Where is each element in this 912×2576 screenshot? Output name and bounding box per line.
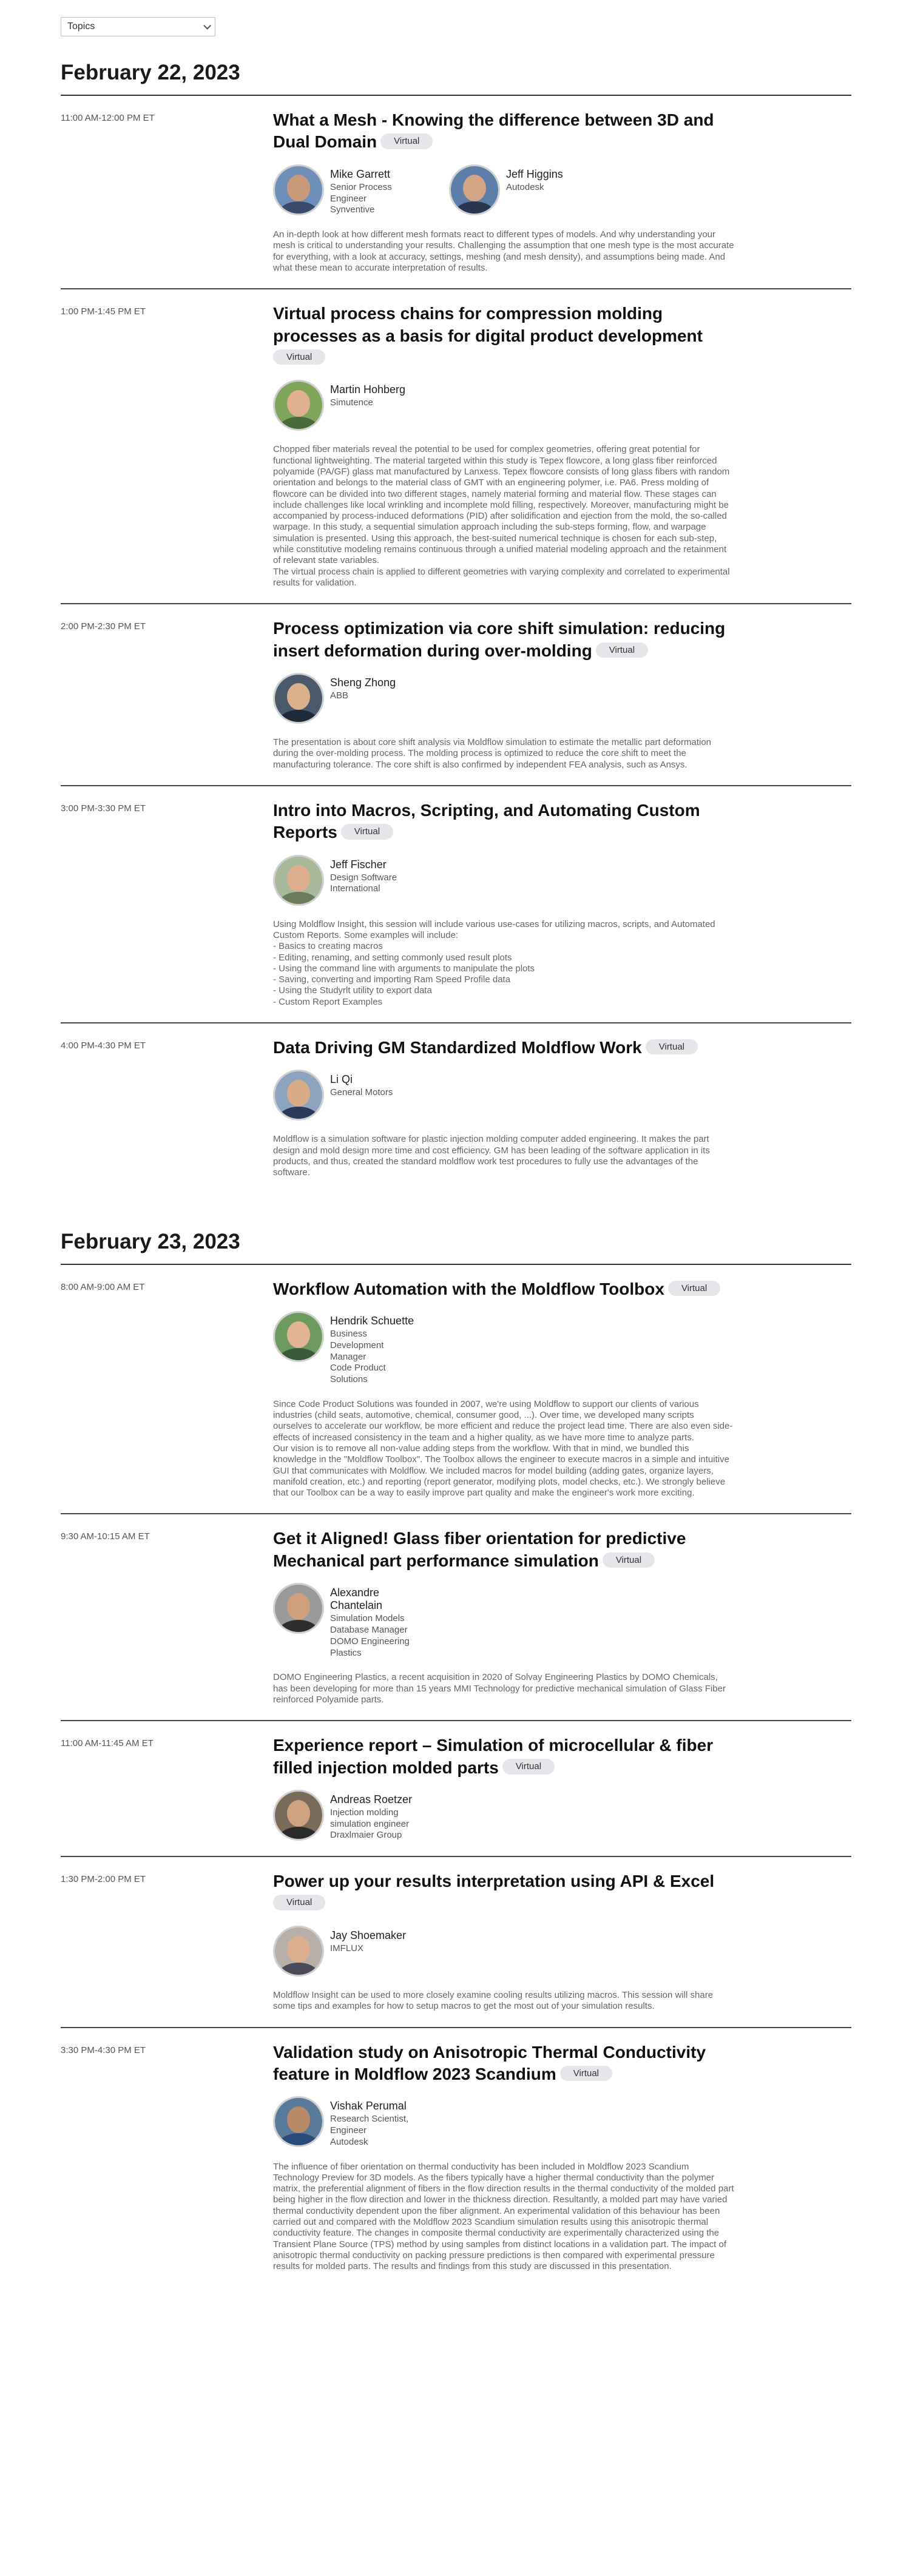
session-time: 1:30 PM-2:00 PM ET: [61, 1874, 146, 1885]
avatar-body-shape: [277, 417, 320, 431]
avatar-body-shape: [277, 201, 320, 215]
topics-filter-label: Topics: [67, 21, 95, 32]
speaker-info: [330, 673, 396, 724]
avatar-head-shape: [287, 390, 310, 417]
session-title-text[interactable]: Get it Aligned! Glass fiber orientation for predictive Mechanical part performance simulation: [273, 1529, 686, 1570]
speaker-avatar: [273, 1583, 324, 1634]
speaker-info: [330, 2096, 408, 2148]
session-description: An in-depth look at how different mesh formats react to different types of models. And why understanding your mesh is critical to understanding your results. Challenging the assumption that one mesh type is the most accurate for everything, with a look at accuracy, settings, meshing (and mesh density), and assumptions being made. And what these mean to accurate interpretation of results.: [273, 229, 734, 273]
session-title[interactable]: [273, 109, 734, 153]
topics-filter-select[interactable]: [61, 17, 215, 36]
virtual-badge: Virtual: [596, 642, 648, 658]
day-title: February 23, 2023: [61, 1230, 851, 1265]
session-content: [273, 1278, 734, 1499]
speaker-avatar: [273, 164, 324, 215]
speaker-list: [273, 1790, 734, 1841]
speaker-name: Hendrik Schuette: [330, 1315, 414, 1327]
avatar-body-shape: [453, 201, 496, 215]
session-content: [273, 1037, 734, 1179]
avatar-head-shape: [287, 175, 310, 201]
virtual-badge: Virtual: [380, 133, 433, 149]
speaker-card[interactable]: [273, 855, 425, 906]
session-title[interactable]: [273, 1528, 734, 1572]
session-time: 9:30 AM-10:15 AM ET: [61, 1531, 150, 1542]
session-row: [61, 786, 851, 1023]
speaker-list: [273, 2096, 734, 2148]
avatar-body-shape: [277, 2133, 320, 2147]
session-content: [273, 1735, 734, 1841]
speaker-card[interactable]: [273, 2096, 425, 2148]
session-row: [61, 604, 851, 786]
avatar-head-shape: [287, 683, 310, 710]
session-title[interactable]: [273, 1870, 734, 1915]
speaker-name: Mike Garrett: [330, 167, 391, 180]
speaker-card[interactable]: [273, 1070, 425, 1121]
avatar-head-shape: [287, 865, 310, 892]
session-title[interactable]: [273, 2042, 734, 2086]
session-row: [61, 2028, 851, 2287]
avatar-body-shape: [277, 892, 320, 906]
session-time: 1:00 PM-1:45 PM ET: [61, 306, 146, 317]
virtual-badge: Virtual: [603, 1553, 655, 1568]
speaker-name: Vishak Perumal: [330, 2100, 407, 2112]
session-title-text[interactable]: Experience report – Simulation of microcellular & fiber filled injection molded parts: [273, 1736, 714, 1777]
chevron-down-icon: [203, 22, 211, 30]
speaker-info: [330, 1926, 406, 1977]
session-time: 2:00 PM-2:30 PM ET: [61, 621, 146, 632]
session-description: Chopped fiber materials reveal the potential to be used for complex geometries, offering great potential for functional lightweighting. The material targeted within this study is Tepex flowcore, a long glass fiber reinforced polyamide (PA/GF) glass mat manufactured by Lanxess. Tepex flowcore consists of long glass fibers with random orientation and belongs to the material class of GMT with an engineering polymer, i.e. PA6. Press molding of flowcore can be divided into two different stages, namely material forming and material flow. These stages can include challenges like local wrinkling and incomplete mold filling, respectively. Moreover, manufacturing might be accompanied by process-induced deformations (PID) after solidification and ejection from the mold, the so-called warpage. In this study, a sequential simulation approach including the sub-steps forming, flow, and warpage simulation is presented. Using this approach, the best-suited numerical technique is chosen for each sub-step, while constitutive modeling remains continuous through a unified material modeling approach and the retainment of relevant state variables. The virtual process chain is applied to different geometries with varying complexity and correlated to experimental results for validation.: [273, 444, 730, 588]
speaker-avatar: [449, 164, 500, 215]
virtual-badge: Virtual: [668, 1281, 720, 1296]
virtual-badge: Virtual: [560, 2066, 612, 2082]
avatar-head-shape: [287, 1800, 310, 1827]
session-content: [273, 303, 734, 588]
session-content: [273, 1870, 734, 2012]
session-title[interactable]: [273, 800, 734, 844]
session-description: Moldflow is a simulation software for plastic injection molding computer added engineering. It makes the part design and mold design more time and cost efficiency. GM has been leading of the software application in its products, and thus, created the standard moldflow work test procedures to fully use the advantages of the software.: [273, 1134, 710, 1178]
session-row: [61, 1265, 851, 1515]
speaker-info: [330, 1311, 414, 1386]
avatar-body-shape: [277, 1348, 320, 1362]
speaker-name: Jeff Higgins: [506, 167, 563, 180]
speaker-role: Simulation Models Database Manager DOMO Engineering Plastics: [330, 1613, 410, 1658]
session-time: 11:00 AM-11:45 AM ET: [61, 1738, 154, 1749]
avatar-head-shape: [287, 1593, 310, 1620]
speaker-role: General Motors: [330, 1087, 393, 1098]
speaker-card[interactable]: [273, 1311, 425, 1386]
speaker-list: [273, 1311, 734, 1386]
speaker-name: Sheng Zhong: [330, 676, 396, 689]
speaker-avatar: [273, 855, 324, 906]
session-title-text[interactable]: Workflow Automation with the Moldflow Toolbox: [273, 1279, 664, 1298]
speaker-role: Autodesk: [506, 181, 544, 192]
speaker-avatar: [273, 1070, 324, 1121]
speaker-list: [273, 673, 734, 724]
session-content: [273, 109, 734, 274]
speaker-name: Jay Shoemaker: [330, 1929, 407, 1941]
agenda-day: [61, 1230, 851, 2287]
session-title[interactable]: [273, 618, 734, 662]
session-time: 3:00 PM-3:30 PM ET: [61, 803, 146, 814]
speaker-role: Design Software International: [330, 872, 397, 894]
session-content: [273, 2042, 734, 2273]
speaker-info: [330, 855, 397, 906]
avatar-body-shape: [277, 1620, 320, 1634]
session-time: 4:00 PM-4:30 PM ET: [61, 1040, 146, 1051]
session-description: Moldflow Insight can be used to more closely examine cooling results utilizing macros. This session will share some tips and examples for how to setup macros to get the most out of your simulation results.: [273, 1989, 714, 2012]
avatar-head-shape: [287, 1080, 310, 1107]
session-row: [61, 1721, 851, 1857]
session-description: The influence of fiber orientation on thermal conductivity has been included in Moldflow 2023 Scandium Technology Preview for 3D models. As the fibers typically have a higher thermal conductivity than the polymer matrix, the preferential alignment of fibers in the flow direction results in the thermal conductivity of the molded part being higher in the flow direction and lower in the thickness direction. Resultantly, a molded part may have varied thermal conductivity dependent upon the fiber alignment. An experimental validation of this behaviour has been carried out and compared with the Moldflow 2023 Scandium simulation results using this anisotropic thermal conductivity feature. The changes in composite thermal conductivity are experimentally characterized using the Transient Plane Source (TPS) method by using samples from distinct locations in a validation part. The impact of anisotropic thermal conductivity on packing pressure predictions is then compared with experimental pressure results for molded parts. The results and findings from this study are discussed in this presentation.: [273, 2161, 734, 2272]
session-title-text[interactable]: Power up your results interpretation using API & Excel: [273, 1872, 715, 1891]
avatar-body-shape: [277, 1963, 320, 1977]
session-description: Since Code Product Solutions was founded in 2007, we're using Moldflow to support our clients of various industries (child seats, automotive, chemical, consumer good, ...). Over time, we developed many scripts ourselves to accelerate our workflow, be more efficient and reduce the project lead time. There are also even side-effects of increased consistency in the team and a higher quality, as we have more time to analyze parts. Our vision is to remove all non-value adding steps from the workflow. With that in mind, we bundled this knowledge in the "Moldflow Toolbox". The Toolbox allows the engineer to execute macros in a simple and intuitive GUI that communicates with Moldflow. We included macros for model building (adding gates, organize layers, manifold creation, etc.) and reporting (report generator, modifying plots, model checks, etc.). We strongly believe that our Toolbox can be a way to easily improve part quality and make the engineer's work more exciting.: [273, 1398, 733, 1499]
speaker-list: [273, 1070, 734, 1121]
speaker-role: IMFLUX: [330, 1943, 364, 1954]
day-title: February 22, 2023: [61, 61, 851, 96]
session-content: [273, 1528, 734, 1705]
avatar-body-shape: [277, 1107, 320, 1121]
session-title-text[interactable]: Process optimization via core shift simulation: reducing insert deformation during over-molding: [273, 619, 726, 660]
session-description: Using Moldflow Insight, this session will include various use-cases for utilizing macros, scripts, and Automated Custom Reports. Some examples will include: - Basics to creating macros - Editing, renaming, and setting commonly used result plots - Using the command line with arguments to manipulate the plots - Saving, converting and importing Ram Speed Profile data - Using the Studyrlt utility to export data - Custom Report Examples: [273, 919, 715, 1007]
speaker-list: [273, 380, 734, 431]
speaker-role: Injection molding simulation engineer Draxlmaier Group: [330, 1807, 410, 1841]
speaker-card[interactable]: [273, 1583, 425, 1659]
speaker-avatar: [273, 1790, 324, 1841]
speaker-info: [330, 1583, 410, 1659]
speaker-list: [273, 1583, 734, 1659]
session-title-text[interactable]: Virtual process chains for compression molding processes as a basis for digital product development: [273, 304, 703, 345]
session-title-text[interactable]: Validation study on Anisotropic Thermal Conductivity feature in Moldflow 2023 Scandium: [273, 2042, 706, 2083]
speaker-avatar: [273, 673, 324, 724]
session-row: [61, 96, 851, 289]
session-description: DOMO Engineering Plastics, a recent acquisition in 2020 of Solvay Engineering Plastics by DOMO Chemicals, has been developing for more than 15 years MMI Technology for predictive mechanical simulation of Glass Fiber reinforced Polyamide parts.: [273, 1672, 726, 1705]
speaker-name: Alexandre Chantelain: [330, 1586, 383, 1612]
speaker-info: [330, 1790, 412, 1841]
virtual-badge: Virtual: [646, 1039, 698, 1055]
agenda-day: [61, 61, 851, 1193]
speaker-name: Li Qi: [330, 1073, 353, 1086]
speaker-card[interactable]: [273, 1790, 425, 1841]
speaker-info: [330, 380, 405, 431]
session-time: 11:00 AM-12:00 PM ET: [61, 113, 155, 123]
speaker-name: Andreas Roetzer: [330, 1793, 413, 1806]
avatar-body-shape: [277, 1827, 320, 1841]
avatar-body-shape: [277, 710, 320, 724]
session-row: [61, 1023, 851, 1193]
session-title[interactable]: [273, 1037, 734, 1059]
speaker-list: [273, 164, 734, 216]
speaker-name: Martin Hohberg: [330, 383, 406, 396]
session-title-text[interactable]: Data Driving GM Standardized Moldflow Work: [273, 1038, 642, 1057]
virtual-badge: Virtual: [502, 1759, 555, 1775]
avatar-head-shape: [463, 175, 486, 201]
speaker-info: [506, 164, 563, 216]
session-title[interactable]: [273, 1735, 734, 1779]
session-row: [61, 1857, 851, 2028]
speaker-card[interactable]: [273, 1926, 425, 1977]
avatar-head-shape: [287, 1321, 310, 1348]
speaker-role: Business Development Manager Code Product Solutions: [330, 1329, 386, 1385]
speaker-card[interactable]: [449, 164, 601, 216]
speaker-name: Jeff Fischer: [330, 858, 387, 871]
virtual-badge: Virtual: [341, 824, 393, 840]
session-row: [61, 289, 851, 604]
speaker-avatar: [273, 2096, 324, 2147]
session-time: 3:30 PM-4:30 PM ET: [61, 2045, 146, 2055]
agenda-days: [61, 61, 851, 2287]
speaker-avatar: [273, 380, 324, 431]
speaker-role: Simutence: [330, 397, 373, 408]
speaker-card[interactable]: [273, 673, 425, 724]
speaker-list: [273, 855, 734, 906]
virtual-badge: Virtual: [273, 1895, 325, 1910]
speaker-avatar: [273, 1926, 324, 1977]
session-time: 8:00 AM-9:00 AM ET: [61, 1281, 145, 1292]
speaker-role: Research Scientist, Engineer Autodesk: [330, 2114, 409, 2147]
speaker-role: Senior Process Engineer Synventive: [330, 181, 392, 215]
session-title-text[interactable]: Intro into Macros, Scripting, and Automating Custom Reports: [273, 800, 700, 842]
speaker-role: ABB: [330, 690, 349, 701]
session-row: [61, 1514, 851, 1721]
avatar-head-shape: [287, 2106, 310, 2133]
speaker-card[interactable]: [273, 164, 425, 216]
session-content: [273, 618, 734, 770]
speaker-info: [330, 164, 392, 216]
avatar-head-shape: [287, 1936, 310, 1963]
session-description: The presentation is about core shift analysis via Moldflow simulation to estimate the metallic part deformation during the over-molding process. The molding process is optimized to reduce the core shift to meet the manufacturing tolerance. The core shift is also confirmed by independent FEA analysis, such as Ansys.: [273, 737, 712, 770]
virtual-badge: Virtual: [273, 349, 325, 365]
speaker-list: [273, 1926, 734, 1977]
session-title[interactable]: [273, 1278, 734, 1300]
session-title-text[interactable]: What a Mesh - Knowing the difference between 3D and Dual Domain: [273, 110, 714, 152]
speaker-avatar: [273, 1311, 324, 1362]
speaker-card[interactable]: [273, 380, 425, 431]
session-content: [273, 800, 734, 1008]
speaker-info: [330, 1070, 393, 1121]
session-title[interactable]: [273, 303, 734, 369]
